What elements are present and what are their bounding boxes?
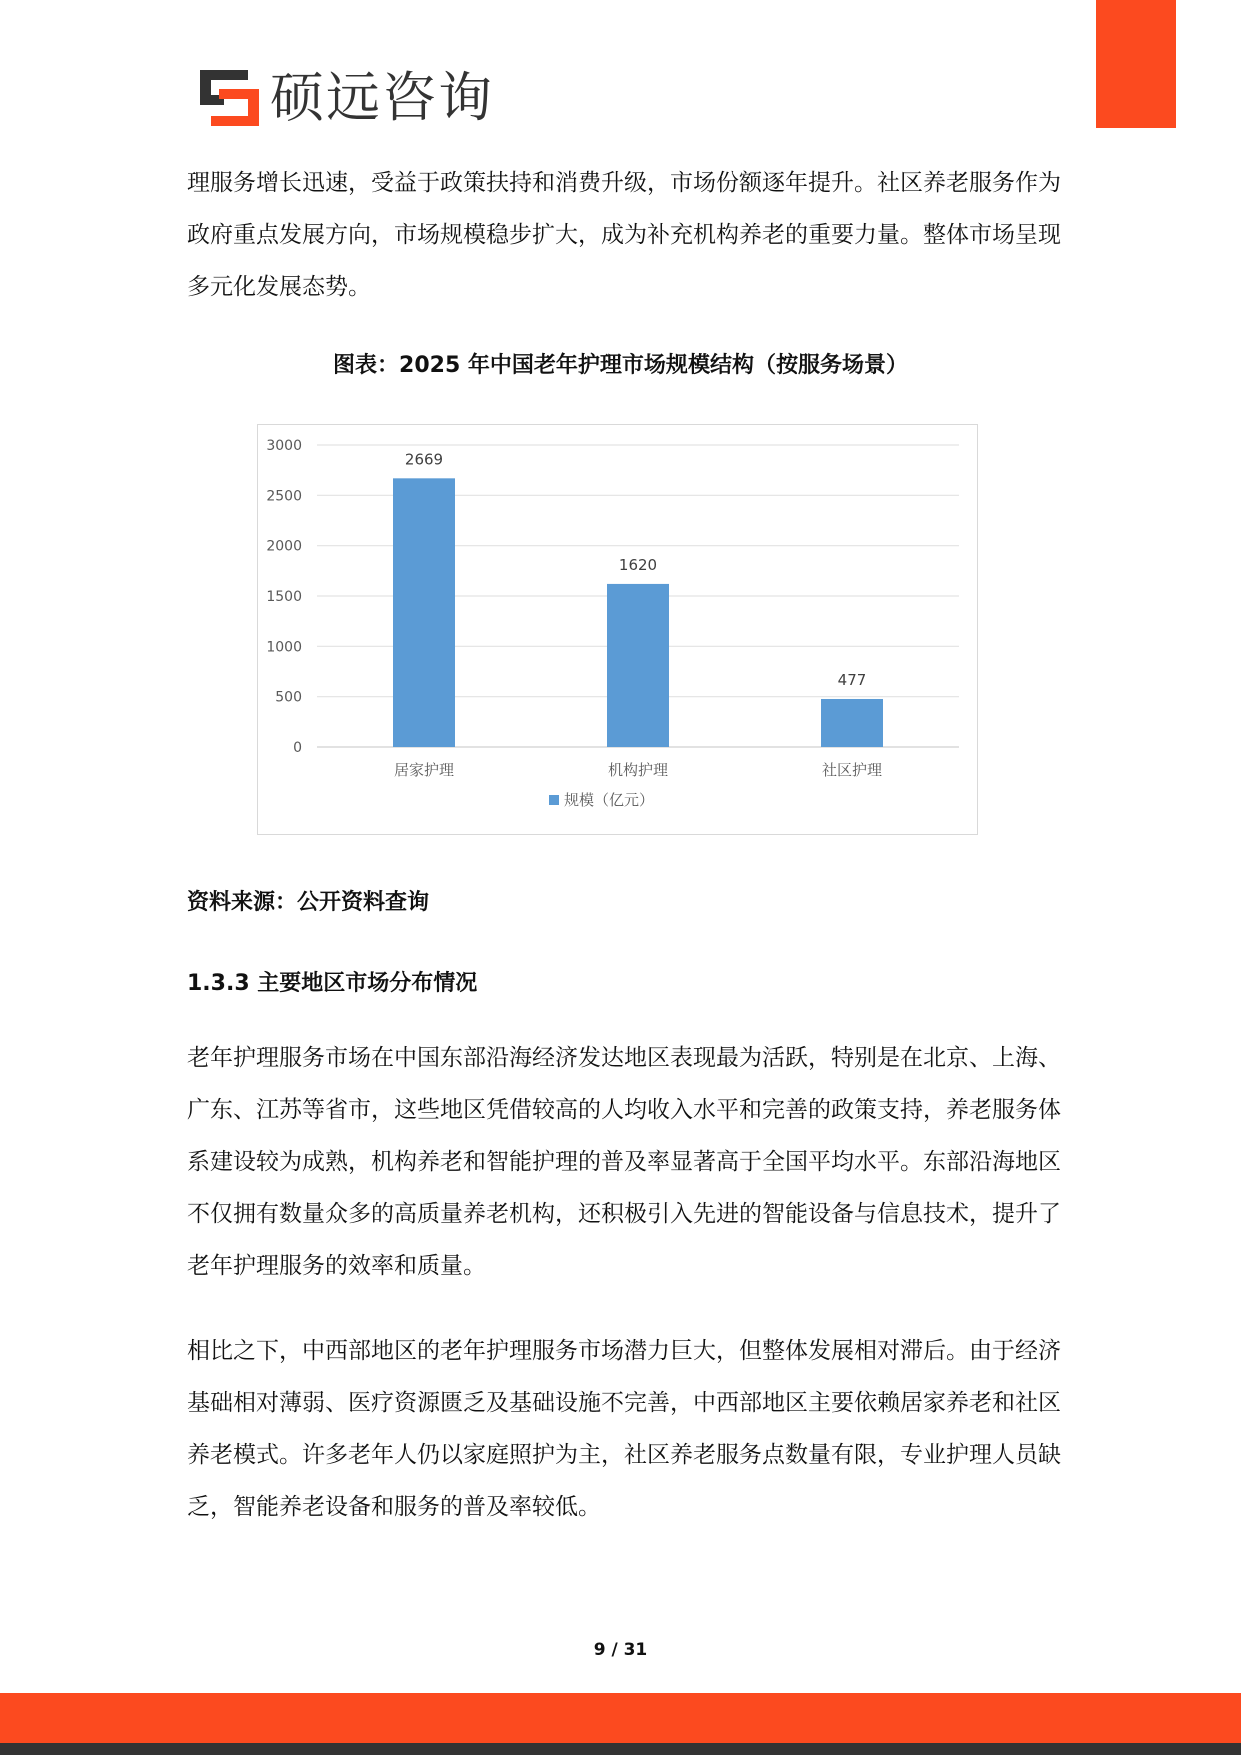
y-tick-label: 3000 [266, 438, 302, 454]
footer-dark-bar [0, 1743, 1241, 1755]
chart-source: 资料来源：公开资料查询 [187, 890, 430, 915]
chart-caption: 图表：2025 年中国老年护理市场规模结构（按服务场景） [333, 353, 908, 378]
y-tick-label: 500 [275, 689, 302, 706]
y-tick-label: 2500 [266, 488, 302, 505]
bar [607, 584, 669, 747]
s-shaped-bracket-logo-icon [200, 70, 260, 126]
bar [821, 699, 883, 747]
intro-paragraph: 理服务增长迅速，受益于政策扶持和消费升级，市场份额逐年提升。社区养老服务作为政府重点发展方向，市场规模稳步扩大，成为补充机构养老的重要力量。整体市场呈现多元化发展态势。 [187, 170, 1061, 300]
east-region-paragraph: 老年护理服务市场在中国东部沿海经济发达地区表现最为活跃，特别是在北京、上海、广东、江苏等省市，这些地区凭借较高的人均收入水平和完善的政策支持，养老服务体系建设较为成熟，机构养老和智能护理的普及率显著高于全国平均水平。东部沿海地区不仅拥有数量众多的高质量养老机构，还积极引入先进的智能设备与信息技术，提升了老年护理服务的效率和质量。 [187, 1045, 1061, 1279]
page-number: 9 / 31 [593, 1640, 648, 1660]
y-tick-label: 0 [293, 740, 302, 756]
section-heading: 1.3.3 主要地区市场分布情况 [187, 971, 478, 996]
x-category-label: 机构护理 [607, 761, 669, 779]
bar-chart-canvas [258, 425, 977, 834]
bar-data-label: 2669 [404, 450, 444, 469]
bar [393, 478, 455, 747]
west-region-paragraph: 相比之下，中西部地区的老年护理服务市场潜力巨大，但整体发展相对滞后。由于经济基础相对薄弱、医疗资源匮乏及基础设施不完善，中西部地区主要依赖居家养老和社区养老模式。许多老年人仍以家庭照护为主，社区养老服务点数量有限，专业护理人员缺乏，智能养老设备和服务的普及率较低。 [187, 1338, 1061, 1520]
corner-accent-tab [1096, 0, 1176, 128]
bar-chart [257, 424, 978, 835]
y-tick-label: 2000 [266, 538, 302, 555]
brand-logo [200, 68, 494, 128]
bar-data-label: 477 [837, 670, 867, 689]
x-category-label: 居家护理 [393, 761, 455, 779]
footer-accent-bar [0, 1693, 1241, 1743]
y-tick-label: 1500 [266, 589, 302, 605]
legend-label: 规模（亿元） [564, 791, 655, 809]
bar-data-label: 1620 [618, 555, 658, 574]
brand-name: 硕远咨询 [270, 66, 494, 129]
x-category-label: 社区护理 [821, 761, 883, 779]
legend-swatch [549, 795, 559, 805]
y-tick-label: 1000 [266, 639, 302, 656]
